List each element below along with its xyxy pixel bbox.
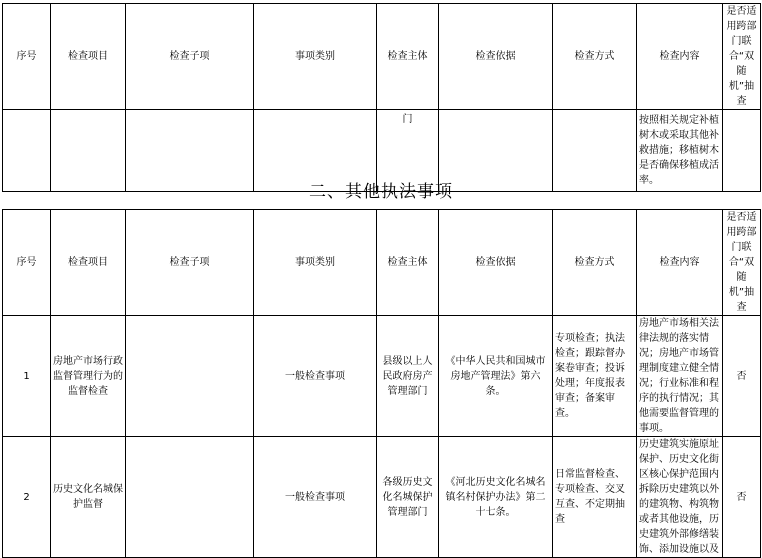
cell-method: 日常监督检查、专项检查、交叉互查、不定期抽查 [553, 437, 637, 558]
continued-table [2, 3, 761, 192]
header-basis: 检查依据 [439, 210, 553, 316]
cell-subitem [126, 437, 254, 558]
header-subject: 检查主体 [377, 210, 439, 316]
header-item: 检查项目 [51, 4, 126, 110]
header-joint: 是否适用跨部门联合“双随机”抽查 [723, 210, 761, 316]
header-subitem: 检查子项 [126, 4, 254, 110]
cell-item: 历史文化名城保护监督 [51, 437, 126, 558]
cell-subject: 各级历史文化名城保护管理部门 [377, 437, 439, 558]
header-method: 检查方式 [553, 210, 637, 316]
cell-joint: 否 [723, 437, 761, 558]
header-seq: 序号 [3, 210, 51, 316]
header-seq: 序号 [3, 4, 51, 110]
cell-category: 一般检查事项 [254, 316, 377, 437]
section-title: 二、其他执法事项 [309, 182, 453, 202]
cell-subitem [126, 316, 254, 437]
header-method: 检查方式 [553, 4, 637, 110]
cell-item: 房地产市场行政监督管理行为的监督检查 [51, 316, 126, 437]
header-joint: 是否适用跨部门联合“双随机”抽查 [723, 4, 761, 110]
cell-subject: 县级以上人民政府房产管理部门 [377, 316, 439, 437]
cell-seq: 2 [3, 437, 51, 558]
header-row [3, 210, 761, 316]
header-item: 检查项目 [51, 210, 126, 316]
header-basis: 检查依据 [439, 4, 553, 110]
header-category: 事项类别 [254, 210, 377, 316]
cell-content: 历史建筑实施原址保护、历史文化街区核心保护范围内拆除历史建筑以外的建筑物、构筑物或者其他设施，历史建筑外部修缮装饰、添加设施以及 [637, 437, 723, 558]
cell-method: 专项检查；执法检查；跟踪督办案卷审查；投诉处理；年度报表审查；备案审查。 [553, 316, 637, 437]
header-category: 事项类别 [254, 4, 377, 110]
table-row [3, 437, 761, 558]
cell-category: 一般检查事项 [254, 437, 377, 558]
cell-subject: 门 [377, 110, 439, 192]
header-subject: 检查主体 [377, 4, 439, 110]
header-subitem: 检查子项 [126, 210, 254, 316]
header-content: 检查内容 [637, 210, 723, 316]
other-enforcement-table [2, 209, 761, 558]
cell-content: 按照相关规定补植树木或采取其他补救措施；移植树木是否确保移植成活率。 [637, 110, 723, 192]
cell-basis: 《中华人民共和国城市房地产管理法》第六条。 [439, 316, 553, 437]
header-row [3, 4, 761, 110]
cell-seq: 1 [3, 316, 51, 437]
cell-basis: 《河北历史文化名城名镇名村保护办法》第二十七条。 [439, 437, 553, 558]
header-content: 检查内容 [637, 4, 723, 110]
cell-content: 房地产市场相关法律法规的落实情况；房地产市场管理制度建立健全情况；行业标准和程序的执行情况；其他需要监督管理的事项。 [637, 316, 723, 437]
cell-joint: 否 [723, 316, 761, 437]
table-row [3, 316, 761, 437]
